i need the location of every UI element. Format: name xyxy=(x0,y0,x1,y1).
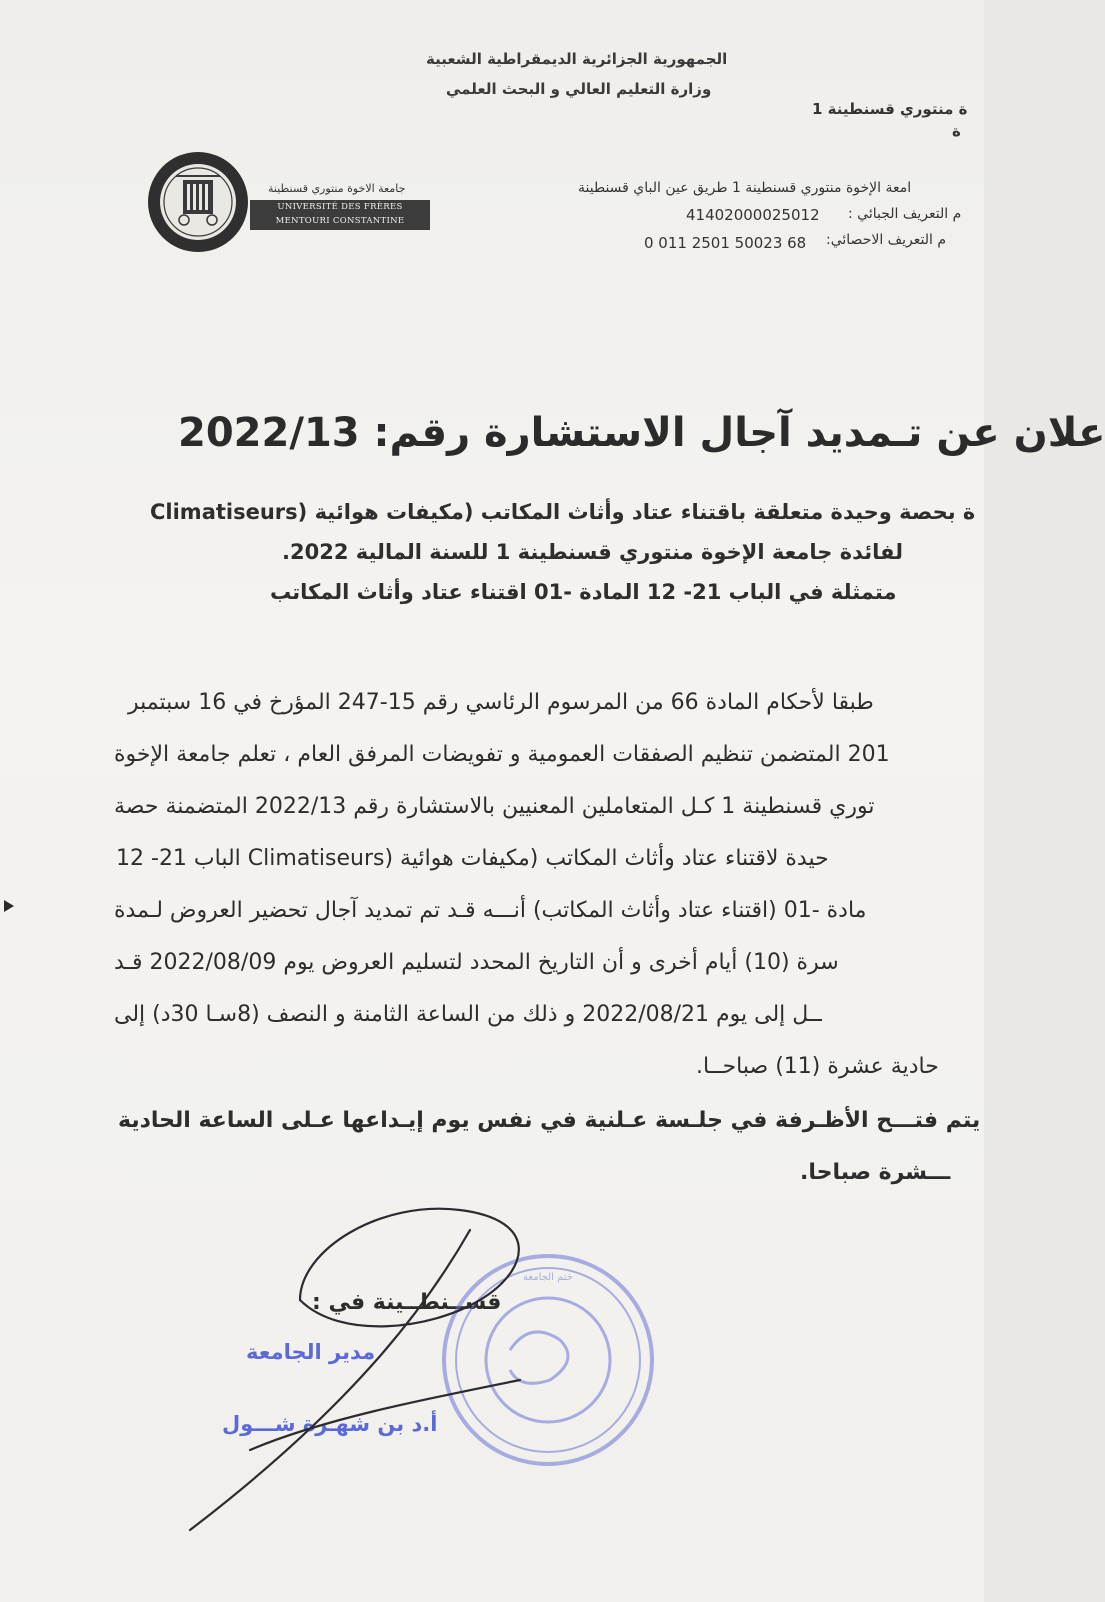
tax-id-value: 41402000025012 xyxy=(686,206,820,224)
university-name-partial: ة منتوري قسنطينة 1 xyxy=(812,100,968,118)
tax-id-label: م التعريف الجبائي : xyxy=(848,206,962,222)
punch-mark xyxy=(2,896,22,916)
stamp-label: ختم الجامعة xyxy=(523,1272,573,1283)
university-stamp xyxy=(444,1256,652,1464)
body-line-1: طبقا لأحكام المادة 66 من المرسوم الرئاسي رقم 15-247 المؤرخ في 16 سبتمبر xyxy=(128,690,874,715)
republic-heading: الجمهورية الجزائرية الديمقراطية الشعبية xyxy=(426,50,728,68)
director-title: مدير الجامعة xyxy=(246,1340,376,1364)
body-line-3: توري قسنطينة 1 كـل المتعاملين المعنيين بالاستشارة رقم 2022/13 المتضمنة حصة xyxy=(114,794,875,819)
opening-line-2: ـــشرة صباحا. xyxy=(800,1160,951,1185)
subtitle-line-1: ة بحصة وحيدة متعلقة باقتناء عتاد وأثاث المكاتب (مكيفات هوائية (Climatiseurs xyxy=(150,500,976,524)
logo-latin-line-1: UNIVERSITÉ DES FRÈRES xyxy=(277,202,403,212)
announcement-title: علان عن تـمديد آجال الاستشارة رقم: 2022/13 xyxy=(178,410,1105,456)
stat-id-label: م التعريف الاحصائي: xyxy=(826,232,947,248)
subtitle-line-3: متمثلة في الباب 21- 12 المادة -01 اقتناء عتاد وأثاث المكاتب xyxy=(270,580,897,604)
university-name-partial-2: ة xyxy=(952,122,961,140)
body-line-6: سرة (10) أيام أخرى و أن التاريخ المحدد لتسليم العروض يوم 2022/08/09 قـد xyxy=(114,950,839,975)
body-line-8: حادية عشرة (11) صباحــا. xyxy=(696,1054,939,1079)
logo-arabic-name: جامعة الاخوة منتوري قسنطينة xyxy=(268,182,406,195)
director-name: أ.د بن شهـرة شـــول xyxy=(222,1412,438,1436)
body-line-2: 201 المتضمن تنظيم الصفقات العمومية و تفويضات المرفق العام ، تعلم جامعة الإخوة xyxy=(114,742,890,767)
university-address: امعة الإخوة منتوري قسنطينة 1 طريق عين الباي قسنطينة xyxy=(578,180,912,196)
body-line-5: مادة -01 (اقتناء عتاد وأثاث المكاتب) أنـــه قـد تم تمديد آجال تحضير العروض لـمدة xyxy=(114,898,867,923)
subtitle-line-2: لفائدة جامعة الإخوة منتوري قسنطينة 1 للسنة المالية 2022. xyxy=(282,540,904,564)
signature-place: قســنطــينة في : xyxy=(312,1290,502,1315)
ministry-heading: وزارة التعليم العالي و البحث العلمي xyxy=(446,80,712,98)
opening-line-1: يتم فتـــح الأظـرفة في جلـسة عـلنية في نفس يوم إيـداعها عـلى الساعة الحادية xyxy=(118,1108,981,1133)
body-line-7: ــل إلى يوم 2022/08/21 و ذلك من الساعة الثامنة و النصف (8سـا 30د) إلى xyxy=(114,1002,822,1027)
body-line-4: حيدة لاقتناء عتاد وأثاث المكاتب (مكيفات هوائية (Climatiseurs الباب 21- 12 xyxy=(116,846,829,871)
handwritten-signature xyxy=(190,1209,520,1530)
stat-id-value: 0 011 2501 50023 68 xyxy=(644,234,807,252)
logo-latin-line-2: MENTOURI CONSTANTINE xyxy=(275,216,405,226)
